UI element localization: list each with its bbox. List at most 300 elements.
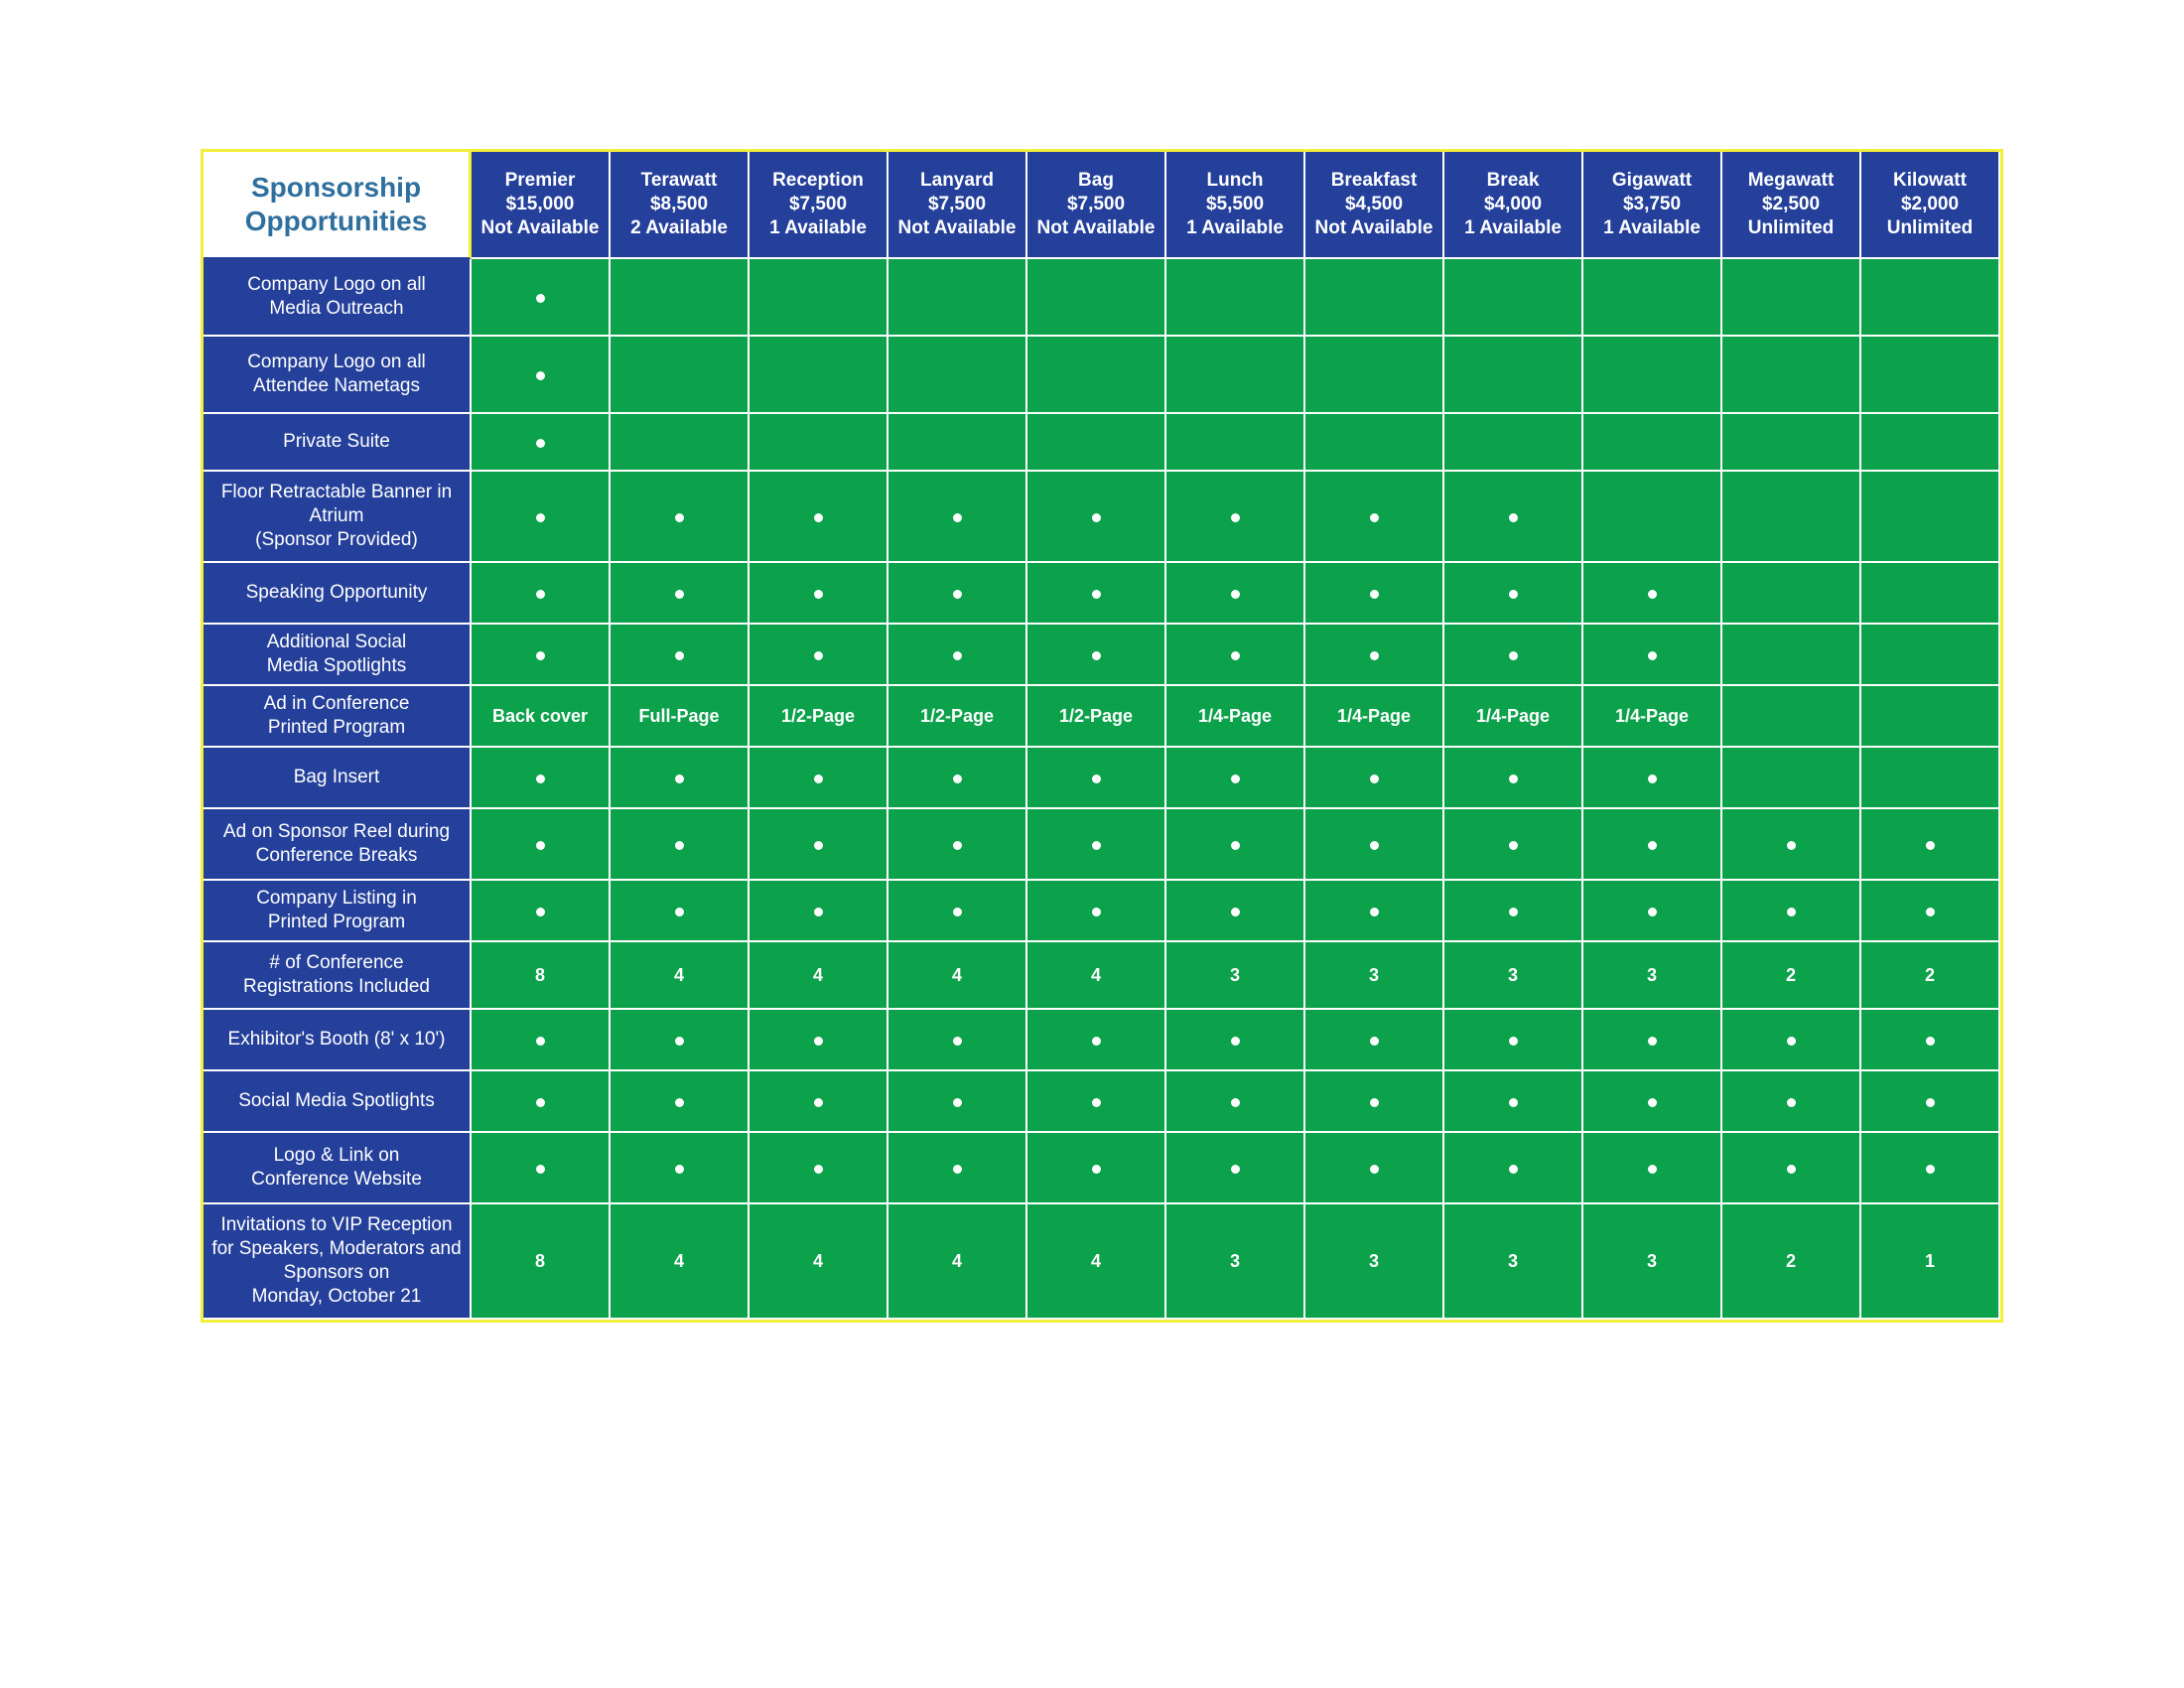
included-dot-icon: [1092, 1165, 1101, 1174]
tier-name: Bag: [1078, 170, 1114, 191]
feature-label-line: Conference Website: [251, 1169, 422, 1190]
tier-name: Kilowatt: [1893, 170, 1967, 191]
included-dot-icon: [1231, 841, 1240, 850]
benefit-value: 8: [534, 1250, 545, 1271]
benefit-cell: [1444, 809, 1583, 881]
table-row: [204, 942, 2000, 1010]
benefit-cell: [1722, 472, 1861, 563]
benefit-cell: [1722, 1010, 1861, 1071]
included-dot-icon: [536, 908, 545, 916]
benefit-cell: [1861, 625, 2000, 686]
benefit-cell: [750, 625, 888, 686]
included-dot-icon: [1926, 1098, 1935, 1107]
tier-price: $7,500: [788, 194, 848, 214]
tier-availability: 1 Available: [1603, 217, 1701, 238]
tier-price: $2,000: [1900, 194, 1960, 214]
benefit-cell: [611, 1133, 750, 1204]
benefit-cell: [472, 337, 611, 414]
benefit-cell: [750, 942, 888, 1010]
included-dot-icon: [1509, 1165, 1518, 1174]
included-dot-icon: [1092, 1037, 1101, 1046]
benefit-value: 1/4-Page: [1336, 705, 1412, 726]
table-row: [204, 414, 2000, 472]
feature-label-line: Sponsors on: [283, 1262, 390, 1283]
tier-availability: 1 Available: [769, 217, 867, 238]
tier-name: Premier: [504, 170, 576, 191]
included-dot-icon: [953, 774, 962, 783]
feature-label-line: Media Spotlights: [266, 655, 407, 676]
included-dot-icon: [675, 841, 684, 850]
feature-label-line: Atrium: [309, 505, 364, 526]
benefit-value: 3: [1368, 1250, 1379, 1271]
benefit-cell: [1166, 1204, 1305, 1320]
benefit-cell: [888, 1204, 1027, 1320]
feature-label: [204, 1010, 472, 1071]
benefit-cell: [1583, 881, 1722, 942]
benefit-cell: [472, 881, 611, 942]
benefit-cell: [888, 259, 1027, 337]
feature-label-line: Ad on Sponsor Reel during: [222, 821, 451, 842]
feature-label: [204, 686, 472, 748]
benefit-cell: [1166, 337, 1305, 414]
included-dot-icon: [1370, 774, 1379, 783]
benefit-value: 2: [1785, 964, 1796, 985]
benefit-cell: [472, 1204, 611, 1320]
included-dot-icon: [675, 774, 684, 783]
table-row: [204, 472, 2000, 563]
benefit-value: 1/4-Page: [1614, 705, 1690, 726]
benefit-value: 3: [1229, 1250, 1240, 1271]
included-dot-icon: [536, 294, 545, 303]
benefit-value: 4: [1090, 964, 1101, 985]
benefit-cell: [611, 942, 750, 1010]
tier-price: $4,500: [1344, 194, 1404, 214]
benefit-cell: [1166, 1133, 1305, 1204]
benefit-value: 4: [673, 964, 684, 985]
benefit-cell: [1861, 337, 2000, 414]
benefit-value: 3: [1368, 964, 1379, 985]
included-dot-icon: [1509, 513, 1518, 522]
benefit-cell: [1861, 686, 2000, 748]
included-dot-icon: [536, 774, 545, 783]
tier-name: Lunch: [1206, 170, 1264, 191]
tier-price: $7,500: [1066, 194, 1126, 214]
benefit-cell: [1583, 414, 1722, 472]
benefit-value: 4: [951, 964, 962, 985]
included-dot-icon: [814, 513, 823, 522]
feature-label-line: Conference Breaks: [255, 845, 418, 866]
benefit-value: 1: [1924, 1250, 1935, 1271]
feature-label: [204, 625, 472, 686]
tier-header-reception: [750, 152, 888, 259]
feature-label-line: Ad in Conference: [263, 693, 410, 714]
feature-label-line: Additional Social: [266, 632, 407, 652]
benefit-cell: [472, 686, 611, 748]
tier-header-lanyard: [888, 152, 1027, 259]
tier-header-terawatt: [611, 152, 750, 259]
benefit-cell: [1722, 563, 1861, 625]
benefit-cell: [1166, 472, 1305, 563]
tier-name: Terawatt: [640, 170, 718, 191]
benefit-value: 4: [812, 1250, 823, 1271]
benefit-cell: [1305, 337, 1444, 414]
included-dot-icon: [1092, 1098, 1101, 1107]
tier-name: Breakfast: [1330, 170, 1418, 191]
included-dot-icon: [1648, 590, 1657, 599]
benefit-cell: [1444, 414, 1583, 472]
included-dot-icon: [1370, 1098, 1379, 1107]
tier-availability: Unlimited: [1747, 217, 1835, 238]
benefit-cell: [750, 259, 888, 337]
tier-header-megawatt: [1722, 152, 1861, 259]
feature-label-line: Invitations to VIP Reception: [220, 1214, 453, 1235]
included-dot-icon: [536, 513, 545, 522]
included-dot-icon: [814, 841, 823, 850]
included-dot-icon: [1787, 841, 1796, 850]
sponsorship-table: [201, 149, 2003, 1323]
benefit-cell: [750, 748, 888, 809]
table-row: [204, 748, 2000, 809]
benefit-cell: [472, 942, 611, 1010]
benefit-cell: [1027, 881, 1166, 942]
feature-label-line: Speaking Opportunity: [245, 582, 428, 603]
included-dot-icon: [953, 590, 962, 599]
included-dot-icon: [1648, 1165, 1657, 1174]
benefit-cell: [472, 259, 611, 337]
included-dot-icon: [1370, 651, 1379, 660]
included-dot-icon: [675, 590, 684, 599]
benefit-cell: [1722, 686, 1861, 748]
included-dot-icon: [675, 513, 684, 522]
benefit-cell: [1722, 1204, 1861, 1320]
benefit-cell: [1305, 748, 1444, 809]
included-dot-icon: [1231, 774, 1240, 783]
benefit-value: 4: [812, 964, 823, 985]
benefit-cell: [1722, 1133, 1861, 1204]
included-dot-icon: [1926, 1165, 1935, 1174]
tier-header-breakfast: [1305, 152, 1444, 259]
included-dot-icon: [1370, 908, 1379, 916]
benefit-cell: [611, 337, 750, 414]
benefit-cell: [1583, 748, 1722, 809]
included-dot-icon: [536, 371, 545, 380]
benefit-cell: [888, 414, 1027, 472]
included-dot-icon: [1787, 908, 1796, 916]
table-row: [204, 563, 2000, 625]
feature-label-line: for Speakers, Moderators and: [211, 1238, 462, 1259]
included-dot-icon: [536, 841, 545, 850]
benefit-cell: [1444, 686, 1583, 748]
feature-label-line: Printed Program: [267, 717, 406, 738]
feature-label-line: Printed Program: [267, 912, 406, 932]
benefit-value: 3: [1507, 1250, 1518, 1271]
benefit-cell: [1722, 881, 1861, 942]
benefit-cell: [611, 809, 750, 881]
benefit-value: 2: [1924, 964, 1935, 985]
benefit-cell: [1027, 563, 1166, 625]
benefit-cell: [1027, 337, 1166, 414]
feature-label: [204, 809, 472, 881]
feature-label-line: Company Listing in: [256, 888, 417, 909]
included-dot-icon: [1370, 841, 1379, 850]
tier-availability: Not Available: [1036, 217, 1156, 238]
benefit-cell: [611, 259, 750, 337]
included-dot-icon: [814, 774, 823, 783]
benefit-cell: [1722, 1071, 1861, 1133]
feature-label-line: (Sponsor Provided): [255, 529, 418, 550]
benefit-value: 8: [534, 964, 545, 985]
benefit-cell: [1027, 625, 1166, 686]
included-dot-icon: [675, 908, 684, 916]
included-dot-icon: [1787, 1037, 1796, 1046]
benefit-cell: [472, 809, 611, 881]
included-dot-icon: [953, 1037, 962, 1046]
tier-availability: Not Available: [480, 217, 600, 238]
benefit-cell: [1583, 809, 1722, 881]
tier-header-break: [1444, 152, 1583, 259]
benefit-cell: [611, 1010, 750, 1071]
included-dot-icon: [1509, 1037, 1518, 1046]
tier-header-kilowatt: [1861, 152, 2000, 259]
feature-label-line: Logo & Link on: [273, 1145, 400, 1166]
benefit-cell: [750, 809, 888, 881]
feature-label-line: Company Logo on all: [247, 274, 426, 295]
benefit-cell: [1861, 414, 2000, 472]
included-dot-icon: [953, 1098, 962, 1107]
table-title-line: Opportunities: [244, 206, 428, 236]
included-dot-icon: [1648, 1037, 1657, 1046]
header-row: [204, 152, 2000, 259]
benefit-value: 4: [673, 1250, 684, 1271]
benefit-cell: [1722, 942, 1861, 1010]
feature-label: [204, 1071, 472, 1133]
table-body: [204, 259, 2000, 1320]
benefit-value: 1/2-Page: [919, 705, 995, 726]
benefit-cell: [1027, 809, 1166, 881]
benefit-cell: [1861, 748, 2000, 809]
table-row: [204, 1010, 2000, 1071]
benefit-cell: [472, 1071, 611, 1133]
included-dot-icon: [814, 590, 823, 599]
tier-name: Gigawatt: [1611, 170, 1693, 191]
benefit-cell: [1027, 1133, 1166, 1204]
benefit-cell: [1722, 748, 1861, 809]
included-dot-icon: [1231, 908, 1240, 916]
benefit-cell: [1166, 881, 1305, 942]
included-dot-icon: [1787, 1098, 1796, 1107]
benefit-cell: [1444, 563, 1583, 625]
benefit-cell: [1166, 1010, 1305, 1071]
benefit-cell: [888, 686, 1027, 748]
benefit-cell: [750, 881, 888, 942]
benefit-value: 4: [1090, 1250, 1101, 1271]
feature-label: [204, 259, 472, 337]
benefit-cell: [750, 472, 888, 563]
benefit-cell: [1444, 625, 1583, 686]
feature-label-line: Registrations Included: [243, 976, 430, 997]
benefit-cell: [888, 563, 1027, 625]
tier-name: Reception: [772, 170, 864, 191]
included-dot-icon: [1231, 651, 1240, 660]
table-title: [204, 152, 472, 259]
benefit-cell: [1861, 259, 2000, 337]
included-dot-icon: [1231, 1165, 1240, 1174]
included-dot-icon: [953, 841, 962, 850]
tier-price: $3,750: [1622, 194, 1682, 214]
included-dot-icon: [953, 1165, 962, 1174]
benefit-cell: [888, 1071, 1027, 1133]
feature-label: [204, 337, 472, 414]
tier-availability: 1 Available: [1464, 217, 1562, 238]
feature-label-line: Social Media Spotlights: [238, 1090, 435, 1111]
benefit-cell: [611, 881, 750, 942]
benefit-cell: [1444, 942, 1583, 1010]
tier-price: $2,500: [1761, 194, 1821, 214]
benefit-cell: [1583, 259, 1722, 337]
feature-label: [204, 1133, 472, 1204]
benefit-cell: [472, 625, 611, 686]
benefit-cell: [750, 337, 888, 414]
feature-label: [204, 748, 472, 809]
benefit-cell: [611, 748, 750, 809]
tier-name: Megawatt: [1747, 170, 1835, 191]
included-dot-icon: [1648, 774, 1657, 783]
benefit-cell: [1722, 337, 1861, 414]
included-dot-icon: [814, 651, 823, 660]
benefit-cell: [472, 1133, 611, 1204]
included-dot-icon: [1231, 590, 1240, 599]
benefit-value: 4: [951, 1250, 962, 1271]
benefit-cell: [1444, 1133, 1583, 1204]
included-dot-icon: [536, 1037, 545, 1046]
benefit-cell: [1583, 1010, 1722, 1071]
table-row: [204, 337, 2000, 414]
table-row: [204, 809, 2000, 881]
included-dot-icon: [1092, 651, 1101, 660]
benefit-cell: [1305, 1071, 1444, 1133]
benefit-cell: [1722, 259, 1861, 337]
benefit-cell: [750, 686, 888, 748]
included-dot-icon: [1926, 841, 1935, 850]
included-dot-icon: [1509, 841, 1518, 850]
benefit-cell: [472, 748, 611, 809]
benefit-cell: [1861, 472, 2000, 563]
included-dot-icon: [953, 908, 962, 916]
included-dot-icon: [675, 1098, 684, 1107]
feature-label-line: Exhibitor's Booth (8' x 10'): [227, 1029, 446, 1050]
feature-label-line: Private Suite: [283, 431, 390, 452]
benefit-cell: [1583, 1133, 1722, 1204]
tier-availability: Unlimited: [1886, 217, 1974, 238]
tier-header-lunch: [1166, 152, 1305, 259]
included-dot-icon: [814, 908, 823, 916]
benefit-cell: [888, 625, 1027, 686]
included-dot-icon: [1926, 908, 1935, 916]
benefit-cell: [1861, 1204, 2000, 1320]
benefit-value: 1/2-Page: [780, 705, 856, 726]
included-dot-icon: [1509, 908, 1518, 916]
table-row: [204, 1133, 2000, 1204]
included-dot-icon: [1787, 1165, 1796, 1174]
benefit-cell: [611, 1071, 750, 1133]
benefit-cell: [1861, 809, 2000, 881]
tier-availability: Not Available: [897, 217, 1017, 238]
benefit-value: 1/4-Page: [1197, 705, 1273, 726]
benefit-cell: [888, 1010, 1027, 1071]
tier-availability: Not Available: [1314, 217, 1433, 238]
benefit-cell: [888, 809, 1027, 881]
benefit-cell: [1861, 1133, 2000, 1204]
benefit-cell: [1583, 472, 1722, 563]
tier-availability: 2 Available: [630, 217, 728, 238]
benefit-cell: [1861, 942, 2000, 1010]
benefit-cell: [611, 414, 750, 472]
included-dot-icon: [1648, 841, 1657, 850]
benefit-value: 3: [1507, 964, 1518, 985]
included-dot-icon: [1092, 513, 1101, 522]
feature-label: [204, 563, 472, 625]
tier-price: $8,500: [649, 194, 709, 214]
benefit-cell: [1861, 1071, 2000, 1133]
benefit-cell: [1166, 259, 1305, 337]
tier-name: Break: [1486, 170, 1540, 191]
benefit-cell: [1444, 881, 1583, 942]
benefit-cell: [1583, 942, 1722, 1010]
feature-label-line: # of Conference: [269, 952, 404, 973]
feature-label: [204, 1204, 472, 1320]
table-row: [204, 1071, 2000, 1133]
tier-price: $7,500: [927, 194, 987, 214]
benefit-cell: [1722, 809, 1861, 881]
benefit-cell: [611, 563, 750, 625]
feature-label: [204, 942, 472, 1010]
benefit-cell: [1305, 1010, 1444, 1071]
benefit-cell: [888, 472, 1027, 563]
benefit-cell: [1861, 881, 2000, 942]
feature-label-line: Monday, October 21: [251, 1286, 422, 1307]
feature-label-line: Attendee Nametags: [253, 375, 420, 396]
included-dot-icon: [1370, 1037, 1379, 1046]
included-dot-icon: [1648, 651, 1657, 660]
included-dot-icon: [1092, 908, 1101, 916]
benefit-cell: [611, 1204, 750, 1320]
benefit-cell: [1583, 1071, 1722, 1133]
feature-label: [204, 881, 472, 942]
benefit-value: 2: [1785, 1250, 1796, 1271]
benefit-cell: [1027, 259, 1166, 337]
table-row: [204, 686, 2000, 748]
benefit-cell: [1444, 1204, 1583, 1320]
included-dot-icon: [1231, 513, 1240, 522]
tier-header-gigawatt: [1583, 152, 1722, 259]
benefit-cell: [888, 942, 1027, 1010]
benefit-cell: [611, 625, 750, 686]
benefit-cell: [1305, 472, 1444, 563]
benefit-cell: [1166, 1071, 1305, 1133]
benefit-cell: [750, 414, 888, 472]
benefit-cell: [888, 881, 1027, 942]
benefit-cell: [1027, 1204, 1166, 1320]
benefit-cell: [611, 686, 750, 748]
benefit-cell: [1861, 1010, 2000, 1071]
benefit-cell: [1305, 942, 1444, 1010]
benefit-cell: [1166, 563, 1305, 625]
benefit-value: Full-Page: [638, 705, 720, 726]
tier-header-bag: [1027, 152, 1166, 259]
table-row: [204, 881, 2000, 942]
included-dot-icon: [536, 590, 545, 599]
table-row: [204, 1204, 2000, 1320]
